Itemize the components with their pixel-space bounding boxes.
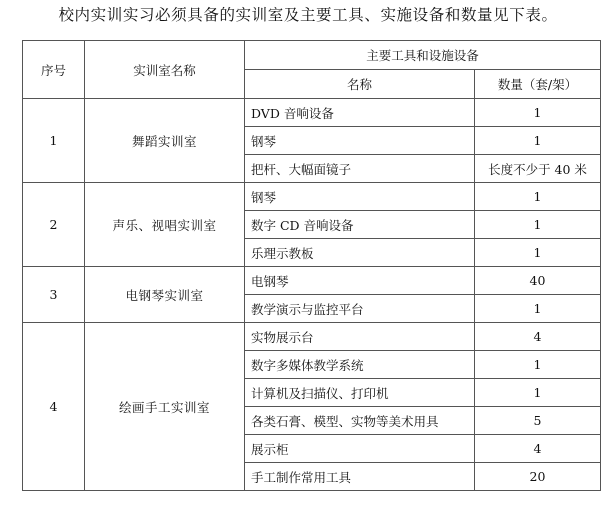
equipment-name-cell: 手工制作常用工具 bbox=[245, 463, 475, 491]
equipment-quantity-cell: 4 bbox=[475, 435, 601, 463]
row-seq-number: 3 bbox=[23, 267, 85, 323]
training-room-name: 声乐、视唱实训室 bbox=[85, 183, 245, 267]
training-room-name: 绘画手工实训室 bbox=[85, 323, 245, 491]
table-row bbox=[23, 99, 601, 127]
equipment-name-cell: 计算机及扫描仪、打印机 bbox=[245, 379, 475, 407]
equipment-quantity-cell: 40 bbox=[475, 267, 601, 295]
table-row bbox=[23, 183, 601, 211]
equipment-name-cell: 乐理示教板 bbox=[245, 239, 475, 267]
equipment-quantity-cell: 1 bbox=[475, 239, 601, 267]
header-room-name: 实训室名称 bbox=[85, 41, 245, 99]
table-row bbox=[23, 267, 601, 295]
equipment-name-cell: 钢琴 bbox=[245, 127, 475, 155]
row-seq-number: 4 bbox=[23, 323, 85, 491]
header-seq: 序号 bbox=[23, 41, 85, 99]
equipment-name-cell: 教学演示与监控平台 bbox=[245, 295, 475, 323]
equipment-quantity-cell: 1 bbox=[475, 295, 601, 323]
equipment-name-cell: 把杆、大幅面镜子 bbox=[245, 155, 475, 183]
equipment-name-cell: 数字 CD 音响设备 bbox=[245, 211, 475, 239]
training-room-name: 电钢琴实训室 bbox=[85, 267, 245, 323]
equipment-name-cell: 钢琴 bbox=[245, 183, 475, 211]
equipment-table bbox=[22, 40, 601, 491]
equipment-name-cell: 数字多媒体教学系统 bbox=[245, 351, 475, 379]
row-seq-number: 2 bbox=[23, 183, 85, 267]
equipment-name-cell: 各类石膏、模型、实物等美术用具 bbox=[245, 407, 475, 435]
table-header bbox=[23, 41, 601, 99]
equipment-quantity-cell: 20 bbox=[475, 463, 601, 491]
equipment-quantity-cell: 1 bbox=[475, 99, 601, 127]
equipment-name-cell: DVD 音响设备 bbox=[245, 99, 475, 127]
row-seq-number: 1 bbox=[23, 99, 85, 183]
equipment-quantity-cell: 1 bbox=[475, 127, 601, 155]
equipment-quantity-cell: 1 bbox=[475, 379, 601, 407]
header-equipment-group: 主要工具和设施设备 bbox=[245, 41, 601, 70]
table-row bbox=[23, 323, 601, 351]
equipment-name-cell: 展示柜 bbox=[245, 435, 475, 463]
equipment-quantity-cell: 4 bbox=[475, 323, 601, 351]
equipment-quantity-cell: 1 bbox=[475, 183, 601, 211]
equipment-quantity-cell: 1 bbox=[475, 211, 601, 239]
equipment-quantity-cell: 5 bbox=[475, 407, 601, 435]
table-body bbox=[23, 99, 601, 491]
header-item-name: 名称 bbox=[245, 70, 475, 99]
table-caption: 校内实训实习必须具备的实训室及主要工具、实施设备和数量见下表。 bbox=[58, 6, 558, 24]
equipment-name-cell: 电钢琴 bbox=[245, 267, 475, 295]
training-room-name: 舞蹈实训室 bbox=[85, 99, 245, 183]
equipment-name-cell: 实物展示台 bbox=[245, 323, 475, 351]
equipment-quantity-cell: 长度不少于 40 米 bbox=[475, 155, 601, 183]
equipment-quantity-cell: 1 bbox=[475, 351, 601, 379]
header-quantity: 数量（套/架） bbox=[475, 70, 601, 99]
